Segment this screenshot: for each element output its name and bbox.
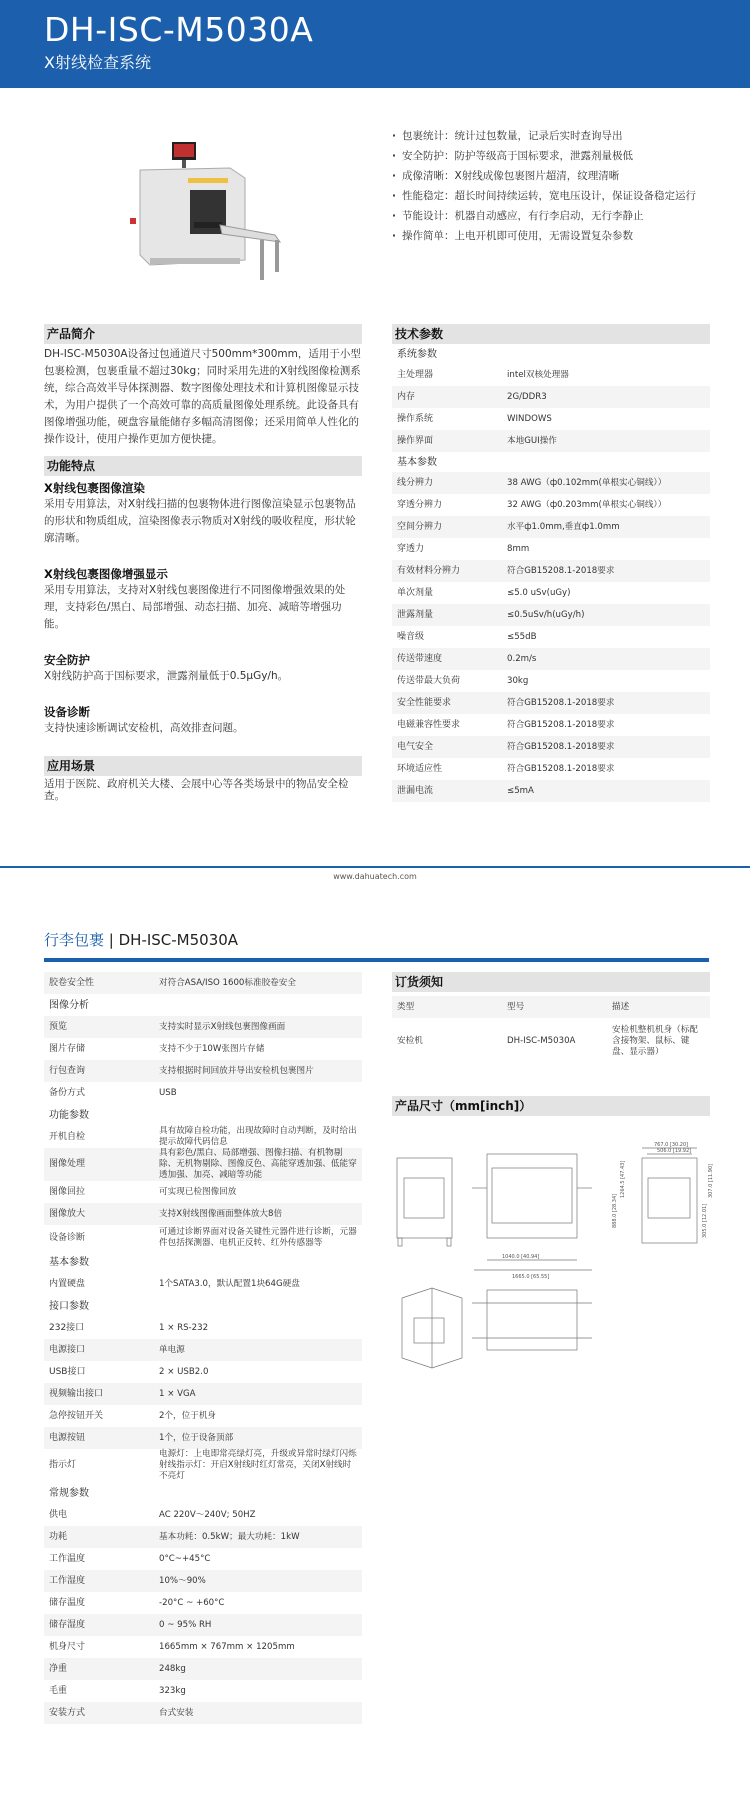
product-subtitle: X射线检查系统 [44,53,151,72]
spec-row [392,560,710,582]
spec-section [44,1251,362,1273]
spec-row [44,1016,362,1038]
spec-row [44,1680,362,1702]
spec-row [44,1361,362,1383]
spec-key: 穿透分辨力 [397,499,443,510]
spec-key: 胶卷安全性 [44,972,154,994]
spec-key: 图像分析 [44,994,154,1016]
spec-key: 图像回拉 [49,1186,86,1197]
spec-row [392,670,710,692]
spec-key: 行包查询 [44,1060,154,1082]
function-text: 采用专用算法，对X射线扫描的包裹物体进行图像渲染显示包裹物品的形状和物质组成，渲染图像表示物质对X射线的吸收程度，形状轮廓清晰。 [44,498,356,544]
spec-row [44,1504,362,1526]
spec-row [44,972,362,994]
spec-value: 符合GB15208.1-2018要求 [502,736,710,758]
feature-item: · 安全防护：防护等级高于国标要求，泄露剂量极低 [392,146,712,166]
page2-category: 行李包裹 [44,931,105,949]
spec-value: 0.2m/s [502,648,710,670]
spec-row [392,582,710,604]
spec-key: 操作界面 [392,430,502,452]
spec-value: 支持不少于10W张图片存储 [159,1043,265,1054]
spec-row [44,1636,362,1658]
spec-key: 储存温度 [49,1597,86,1608]
spec-value: ≤5mA [502,780,710,802]
spec-row [392,472,710,494]
spec-key: 线分辨力 [392,472,502,494]
function-name: X射线包裹图像增强显示 [44,567,168,581]
spec-row [44,1126,362,1148]
spec-value: WINDOWS [507,413,552,424]
scenario-heading: 应用场景 [44,756,362,776]
intro-heading: 产品简介 [44,324,362,344]
spec-row [44,1082,362,1104]
spec-key: 系统参数 [392,344,502,364]
dimension-drawings [392,1128,712,1388]
feature-item: · 包裹统计：统计过包数量，记录后实时查询导出 [392,126,712,146]
spec-value [154,994,362,1016]
spec-key: 备份方式 [49,1087,86,1098]
spec-row [44,1702,362,1724]
spec-value: 2 × USB2.0 [159,1366,209,1377]
spec-row [44,1273,362,1295]
spec-value: 符合GB15208.1-2018要求 [507,719,615,730]
spec-row [392,386,710,408]
spec-row [44,1658,362,1680]
spec-row [44,1548,362,1570]
spec-key: 机身尺寸 [49,1641,86,1652]
page2-separator: | [104,931,119,949]
function-name: 设备诊断 [44,705,90,719]
spec-value: 248kg [154,1658,362,1680]
spec-row [392,604,710,626]
spec-key: 单次剂量 [397,587,434,598]
spec-key: 空间分辨力 [392,516,502,538]
feature-item: · 成像清晰：X射线成像包裹图片超清，纹理清晰 [392,166,712,186]
spec-key: 泄露剂量 [392,604,502,626]
spec-row [44,1203,362,1225]
spec-value: 32 AWG（ф0.203mm(单根实心铜线）） [507,499,667,510]
spec-value: 台式安装 [154,1702,362,1724]
spec-key: 安装方式 [44,1702,154,1724]
spec-key: 供电 [49,1509,68,1520]
spec-value: USB [159,1087,177,1098]
spec-key: 基本参数 [392,452,502,472]
spec-key: 图片存储 [49,1043,86,1054]
spec-row [392,494,710,516]
order-cell: 安检机整机机身（标配含接物架、鼠标、键盘、显示器） [612,1024,698,1057]
spec-row [44,1405,362,1427]
order-cell: DH-ISC-M5030A [507,1035,576,1046]
order-header: 型号 [507,1001,525,1012]
intro-text: DH-ISC-M5030A设备过包通道尺寸500mm*300mm，适用于小型包裹检测，包裹重量不超过30kg；同时采用先进的X射线图像检测系统，综合高效半导体探测器、数字图像处理技术和计算机图像显示技术，为用户提供了一个高效可靠的高质量图像处理系统。此设备具有图像增强功能，硬盘容量能储存多幅高清图像；还采用简单人性化的操作设计，使用户操作更加方便快捷。 [44,348,361,445]
order-header: 描述 [612,1001,630,1012]
function-text: 采用专用算法，支持对X射线包裹图像进行不同图像增强效果的处理，支持彩色/黑白、局部增强、动态扫描、加亮、减暗等增强功能。 [44,584,346,630]
spec-row [392,516,710,538]
dim-label: 1040.0 [40.94] [502,1254,540,1260]
spec-value: 符合GB15208.1-2018要求 [502,560,710,582]
spec-key: 净重 [44,1658,154,1680]
spec-value [502,344,710,364]
order-header: 类型 [397,1001,415,1012]
spec-key: 工作温度 [49,1553,86,1564]
spec-row [44,1148,362,1181]
spec-value: 符合GB15208.1-2018要求 [502,692,710,714]
spec-row [44,1339,362,1361]
spec-key: 有效材料分辨力 [392,560,502,582]
spec-key: 常规参数 [44,1482,154,1504]
spec-value: 具有彩色/黑白、局部增强、图像扫描、有机物剔除、无机物剔除、图像反色、高能穿透加强、低能穿透加强、加亮、减暗等功能 [154,1148,362,1181]
spec-row [392,408,710,430]
spec-row [44,1317,362,1339]
spec-value: 电源灯：上电即常亮绿灯亮，升级或异常时绿灯闪烁射线指示灯：开启X射线时红灯常亮，关闭X射线时不亮灯 [159,1449,357,1481]
spec-value: 1665mm × 767mm × 1205mm [159,1641,295,1652]
spec-row [392,538,710,560]
spec-value: ≤55dB [507,631,537,642]
spec-value: 1个，位于设备顶部 [154,1427,362,1449]
spec-value [154,1251,362,1273]
spec-value: 0°C~+45°C [159,1553,211,1564]
spec2-column [44,972,362,1724]
dim-label: 767.0 [30.20] [654,1142,689,1148]
spec-section [44,1295,362,1317]
spec-row [392,364,710,386]
spec-row [44,1570,362,1592]
spec-value: 8mm [507,543,530,554]
spec-value: ≤5.0 uSv(uGy) [507,587,571,598]
spec-value [154,1295,362,1317]
specs-heading: 技术参数 [392,324,710,344]
order-table [392,996,710,1064]
spec-row [392,736,710,758]
order-section [392,972,710,1116]
spec-value: 对符合ASA/ISO 1600标准胶卷安全 [154,972,362,994]
spec-row [44,1526,362,1548]
spec-row [392,430,710,452]
spec-row [44,1427,362,1449]
order-heading: 订货须知 [392,972,710,992]
scenario-text: 适用于医院、政府机关大楼、会展中心等各类场景中的物品安全检查。 [44,778,349,802]
spec-row [392,648,710,670]
spec-value: 具有故障自检功能，出现故障时自动判断，及时给出提示故障代码信息 [159,1126,357,1147]
spec-section [44,1482,362,1504]
xray-machine-image [110,130,290,290]
spec-value: 38 AWG（ф0.102mm(单根实心铜线）） [502,472,710,494]
spec-key: 电源接口 [44,1339,154,1361]
spec-row [44,1383,362,1405]
feature-item: · 节能设计：机器自动感应，有行李启动，无行李静止 [392,206,712,226]
spec-value: 1个SATA3.0，默认配置1块64G硬盘 [159,1278,300,1289]
spec-key: 主处理器 [397,369,434,380]
spec-key: 传送带最大负荷 [397,675,461,686]
spec-key: 功耗 [44,1526,154,1548]
spec-key: 储存湿度 [44,1614,154,1636]
dim-label: 888.0 [28.34] [612,1193,618,1228]
footer-rule [0,866,750,868]
specs-column [392,324,710,802]
spec-row [392,692,710,714]
spec-key: 传送带速度 [392,648,502,670]
spec-table [392,344,710,802]
spec-key: 预览 [44,1016,154,1038]
feature-item: · 性能稳定：超长时间持续运转，宽电压设计，保证设备稳定运行 [392,186,712,206]
spec-key: 基本参数 [44,1251,154,1273]
spec-row [44,1181,362,1203]
spec-key: 指示灯 [49,1460,77,1470]
spec-value: -20°C ~ +60°C [159,1597,225,1608]
footer-url: www.dahuatech.com [333,872,417,881]
spec-value: 30kg [507,675,529,686]
spec-value: 水平ф1.0mm,垂直ф1.0mm [502,516,710,538]
spec-value: 2个，位于机身 [159,1410,217,1421]
spec-value: 2G/DDR3 [502,386,710,408]
dim-label: 506.0 [19.92] [657,1148,692,1154]
page2-model: DH-ISC-M5030A [118,931,239,949]
spec-row [392,758,710,780]
spec-value: 可通过诊断界面对设备关键性元器件进行诊断，元器件包括探测器、电机正反转、红外传感器等 [159,1227,357,1248]
spec-value [154,1482,362,1504]
dim-label: 1665.0 [65.55] [512,1274,550,1280]
dims-heading: 产品尺寸（mm[inch]） [392,1096,710,1116]
spec-section [44,994,362,1016]
spec-key: 设备诊断 [49,1232,86,1243]
spec-value: 1 × VGA [154,1383,362,1405]
spec-row [44,1614,362,1636]
spec-section [44,1104,362,1126]
spec-value: 支持实时显示X射线包裹图像画面 [154,1016,362,1038]
spec-value: AC 220V～240V; 50HZ [159,1509,256,1520]
functions-heading: 功能特点 [44,456,362,476]
spec-key: 图像处理 [44,1148,154,1181]
spec-row [44,1060,362,1082]
spec-row [44,1449,362,1482]
spec-value: 10%～90% [154,1570,362,1592]
order-cell: 安检机 [397,1035,423,1046]
spec-key: 电源按钮 [44,1427,154,1449]
spec-value: 符合GB15208.1-2018要求 [507,763,615,774]
spec-key: 泄漏电流 [392,780,502,802]
function-text: 支持快速诊断调试安检机，高效排查问题。 [44,722,244,734]
function-name: 安全防护 [44,653,90,667]
spec-key: 开机自检 [49,1131,86,1142]
spec-key: 视频输出接口 [44,1383,154,1405]
spec-key: 安全性能要求 [392,692,502,714]
page2-title [44,929,238,950]
spec-row [392,626,710,648]
dim-label: 307.0 [11.90] [708,1163,714,1198]
spec-key: 功能参数 [44,1104,154,1126]
spec-value [502,452,710,472]
spec2-table [44,972,362,1724]
spec-key: 内置硬盘 [49,1278,86,1289]
spec-row [392,780,710,802]
spec-key: 毛重 [49,1685,68,1696]
product-title: DH-ISC-M5030A [44,10,314,49]
spec-key: 环境适应性 [397,763,443,774]
function-text: X射线防护高于国标要求，泄露剂量低于0.5μGy/h。 [44,670,289,682]
spec-section [392,344,710,364]
spec-value: 基本功耗：0.5kW；最大功耗：1kW [154,1526,362,1548]
spec-value: 支持根据时间回放并导出安检机包裹图片 [154,1060,362,1082]
spec-value: ≤0.5uSv/h(uGy/h) [502,604,710,626]
spec-key: 电磁兼容性要求 [397,719,461,730]
dim-label: 305.0 [12.01] [702,1203,708,1238]
spec-row [392,714,710,736]
spec-key: 穿透力 [397,543,425,554]
spec-value: intel双核处理器 [507,369,569,380]
spec-key: 图像放大 [44,1203,154,1225]
spec-row [44,1038,362,1060]
spec-key: USB接口 [49,1366,86,1377]
spec-key: 电气安全 [392,736,502,758]
spec-key: 232接口 [49,1322,85,1333]
spec-value [154,1104,362,1126]
left-column [44,324,362,802]
function-name: X射线包裹图像渲染 [44,481,145,495]
spec-key: 接口参数 [44,1295,154,1317]
spec-value: 0 ~ 95% RH [154,1614,362,1636]
spec-value: 支持X射线图像画面整体放大8倍 [154,1203,362,1225]
spec-row [44,1592,362,1614]
spec-value: 323kg [159,1685,186,1696]
spec-value: 1 × RS-232 [159,1322,209,1333]
feature-list [392,126,712,246]
spec-key: 操作系统 [397,413,434,424]
page-header [0,0,750,88]
spec-key: 工作湿度 [44,1570,154,1592]
spec-key: 内存 [392,386,502,408]
spec-row [44,1225,362,1251]
spec-value: 本地GUI操作 [502,430,710,452]
page2-rule [44,958,709,962]
spec-value: 单电源 [154,1339,362,1361]
spec-section [392,452,710,472]
dim-label: 1264.5 [47.43] [620,1160,626,1198]
spec-key: 急停按钮开关 [49,1410,104,1421]
spec-key: 噪音级 [397,631,425,642]
feature-item: · 操作简单：上电开机即可使用，无需设置复杂参数 [392,226,712,246]
spec-value: 可实现已检图像回放 [159,1186,237,1197]
